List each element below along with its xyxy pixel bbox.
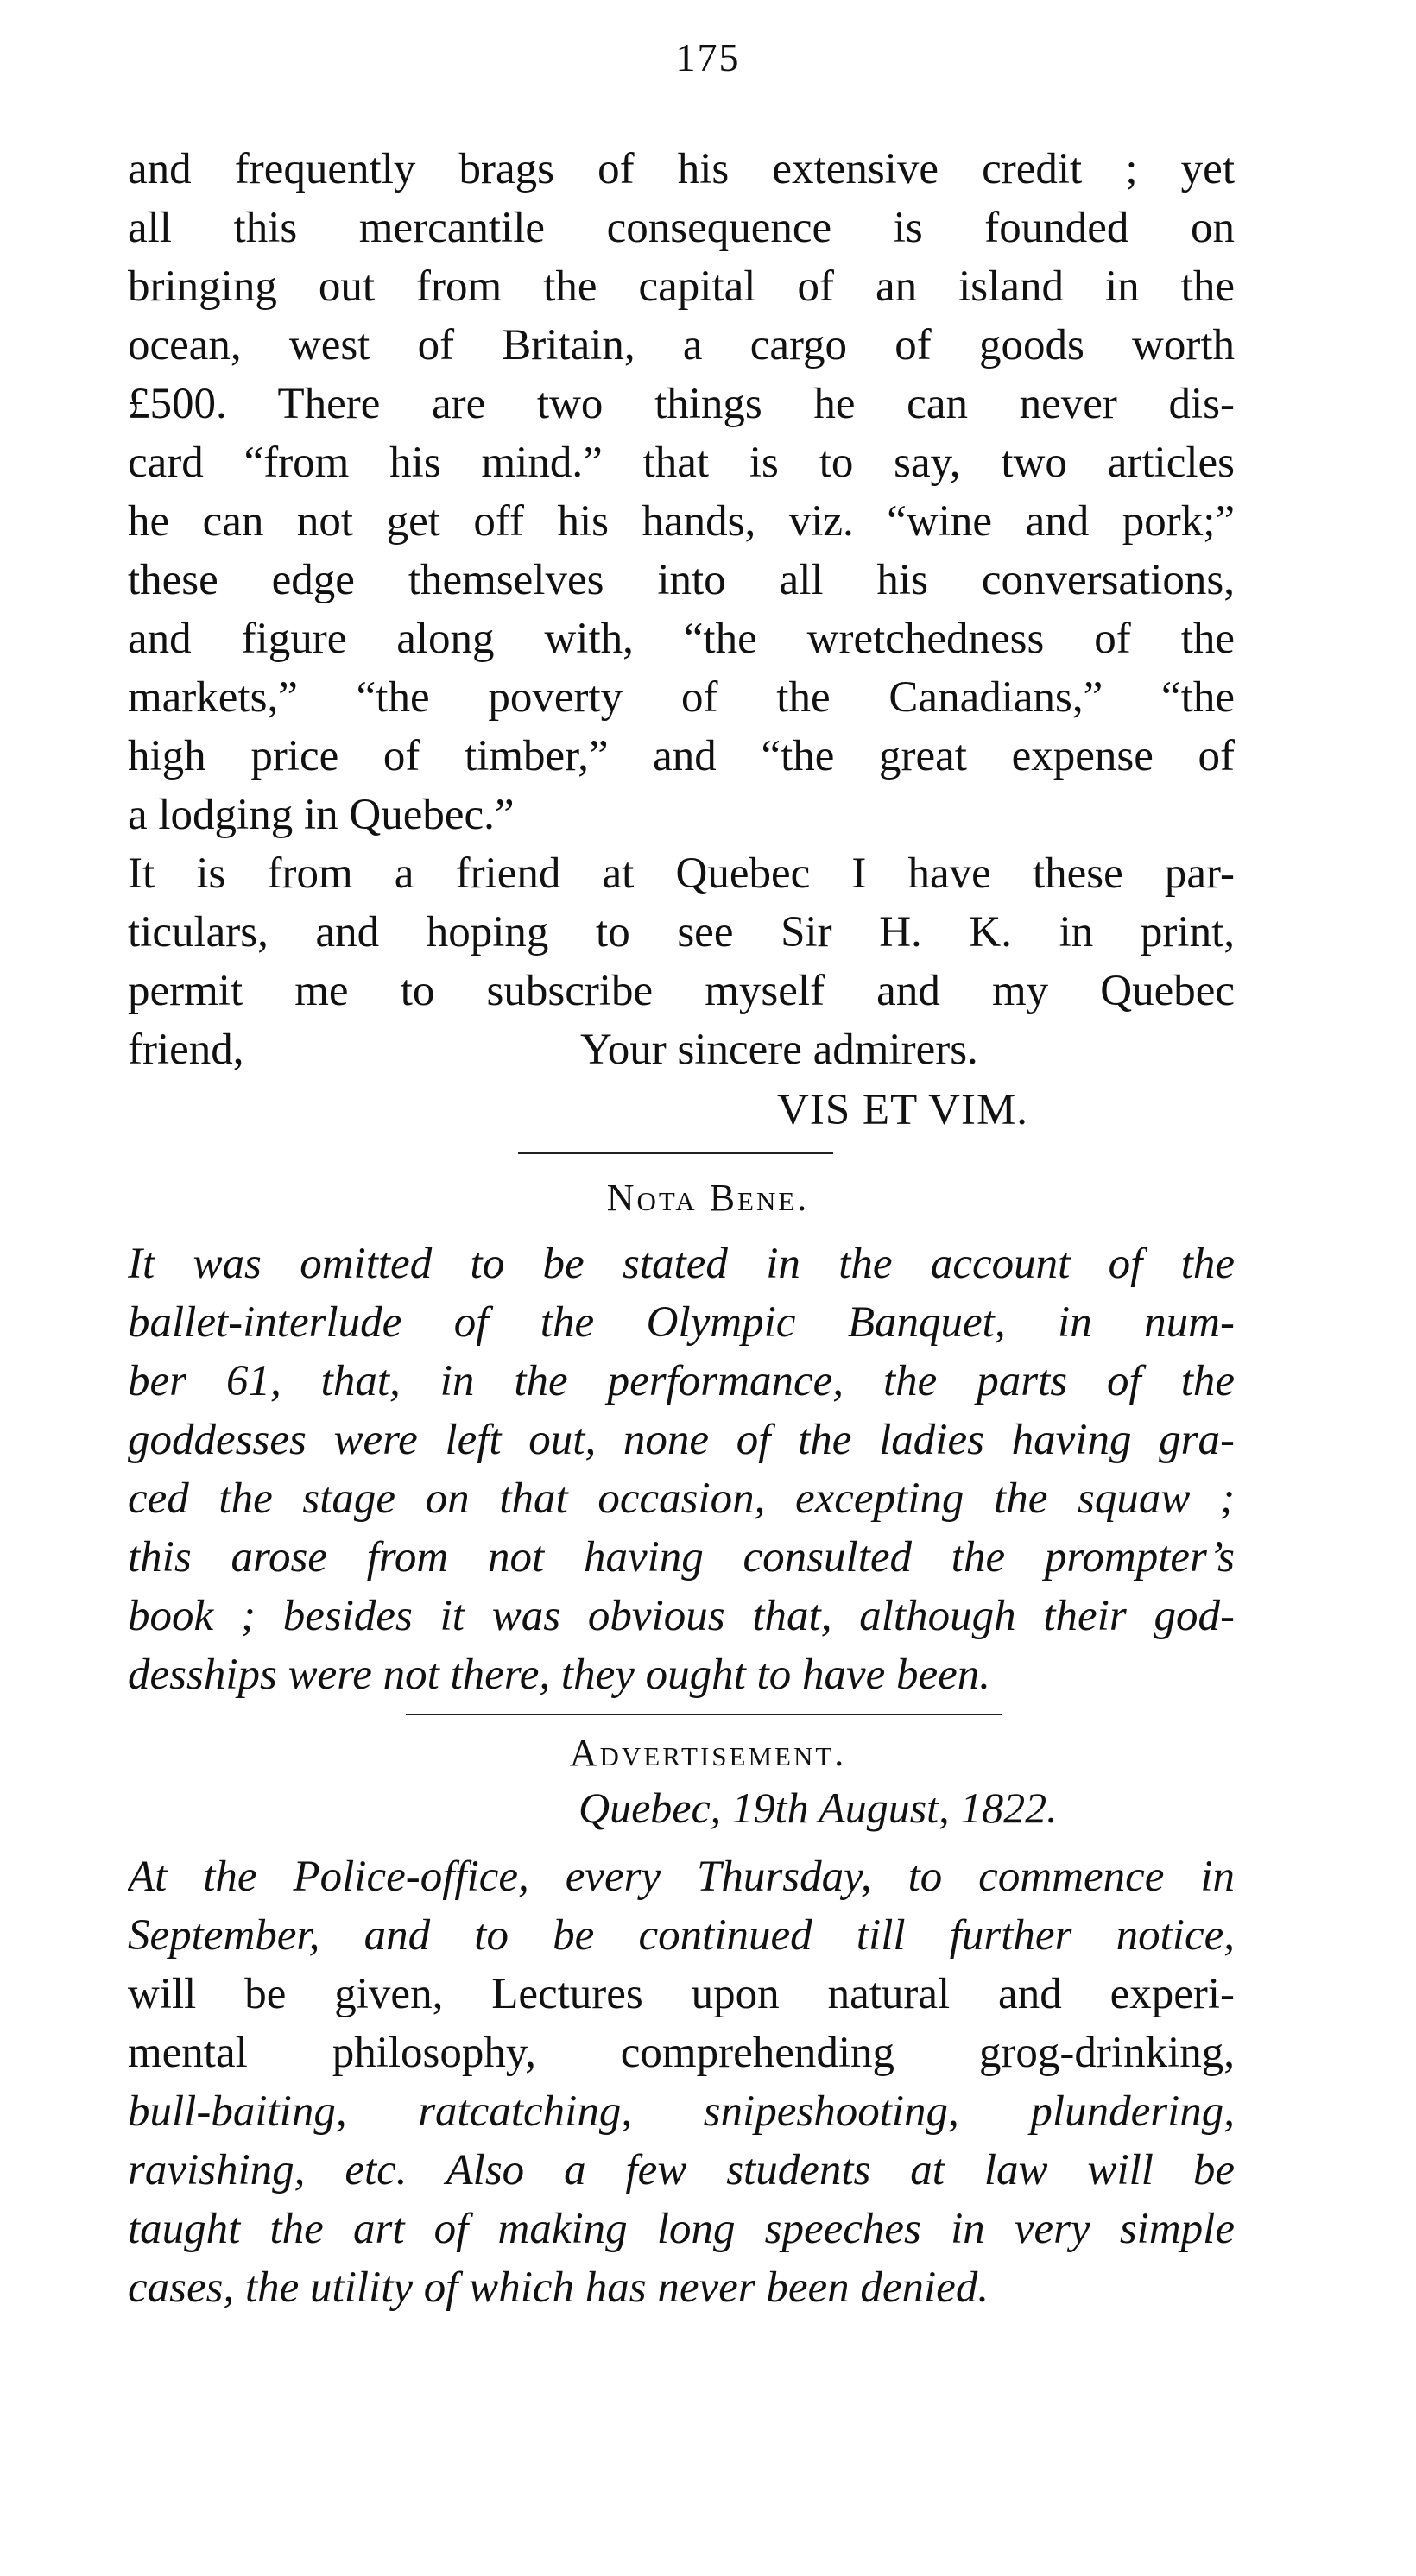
letter-line: £500. There are two things he can never dis- [128, 380, 1235, 428]
advertisement-line: ravishing, etc. Also a few students at law will be [128, 2146, 1235, 2194]
letter-line: all this mercantile consequence is founded on [128, 204, 1235, 252]
section-divider [518, 1152, 833, 1154]
advertisement-line: cases, the utility of which has never been denied. [128, 2263, 989, 2312]
advertisement-dateline: Quebec, 19th August, 1822. [578, 1784, 1058, 1832]
page-number: 175 [675, 35, 741, 79]
nota-bene-line: ced the stage on that occasion, excepting the squaw ; [128, 1474, 1235, 1523]
letter-line: a lodging in Quebec.” [128, 791, 515, 839]
advertisement-heading: Advertisement. [569, 1732, 847, 1774]
letter-line: bringing out from the capital of an island in the [128, 262, 1235, 311]
section-divider [406, 1714, 1002, 1715]
nota-bene-line: book ; besides it was obvious that, although their god- [128, 1592, 1235, 1640]
letter-line: It is from a friend at Quebec I have these par- [128, 849, 1235, 898]
letter-line: permit me to subscribe myself and my Quebec [128, 967, 1235, 1015]
advertisement-line: will be given, Lectures upon natural and experi- [128, 1970, 1235, 2018]
letter-line: ocean, west of Britain, a cargo of goods worth [128, 321, 1235, 369]
advertisement-line: At the Police-office, every Thursday, to commence in [128, 1853, 1235, 1901]
nota-bene-line: desships were not there, they ought to have been. [128, 1651, 990, 1699]
nota-bene-line: ber 61, that, in the performance, the parts of the [128, 1357, 1235, 1405]
advertisement-line: taught the art of making long speeches in very simple [128, 2205, 1235, 2253]
nota-bene-line: It was omitted to be stated in the account of the [128, 1240, 1235, 1288]
advertisement-line: September, and to be continued till further notice, [128, 1911, 1235, 1960]
letter-closing-left: friend, [128, 1026, 244, 1074]
letter-body [128, 140, 1235, 1020]
nota-bene-heading: Nota Bene. [606, 1177, 810, 1219]
nota-bene-line: this arose from not having consulted the prompter’s [128, 1533, 1235, 1582]
nota-bene-line: goddesses were left out, none of the ladies having gra- [128, 1416, 1235, 1464]
nota-bene-body [128, 1234, 1235, 1704]
letter-signature: VIS ET VIM. [777, 1086, 1029, 1134]
letter-line: and figure along with, “the wretchedness of the [128, 615, 1235, 663]
letter-line: he can not get off his hands, viz. “wine and pork;” [128, 497, 1235, 546]
advertisement-body [128, 1847, 1235, 2317]
letter-line: and frequently brags of his extensive credit ; yet [128, 145, 1235, 193]
advertisement-line: mental philosophy, comprehending grog-drinking, [128, 2029, 1235, 2077]
letter-line: high price of timber,” and “the great expense of [128, 732, 1235, 780]
nota-bene-line: ballet-interlude of the Olympic Banquet, in num- [128, 1298, 1235, 1347]
letter-line: these edge themselves into all his conversations, [128, 556, 1235, 604]
letter-line: ticulars, and hoping to see Sir H. K. in print, [128, 908, 1235, 957]
letter-closing-right: Your sincere admirers. [580, 1026, 978, 1074]
letter-line: markets,” “the poverty of the Canadians,” “the [128, 673, 1235, 722]
letter-line: card “from his mind.” that is to say, two articles [128, 439, 1235, 487]
advertisement-line: bull-baiting, ratcatching, snipeshooting, plundering, [128, 2087, 1235, 2136]
